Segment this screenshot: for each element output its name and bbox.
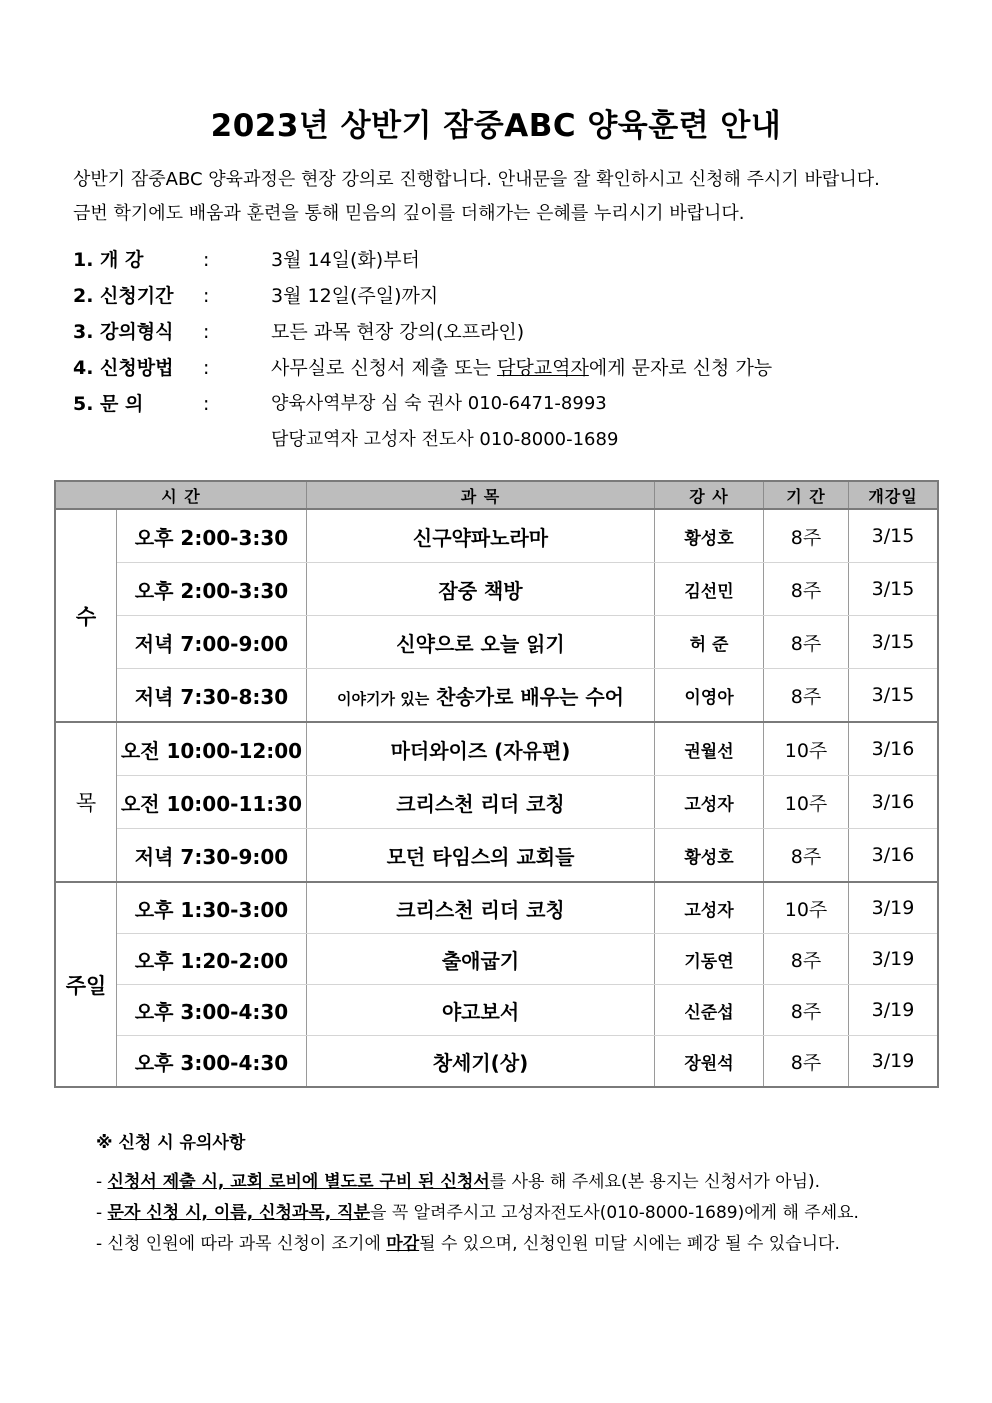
teacher-cell: 황성호 — [655, 829, 764, 883]
start-cell: 3/16 — [849, 776, 939, 829]
course-cell: 창세기(상) — [307, 1036, 655, 1088]
course-cell — [307, 669, 655, 723]
note-item — [96, 1198, 859, 1229]
course-cell: 크리스천 리더 코칭 — [307, 776, 655, 829]
start-cell: 3/19 — [849, 934, 939, 985]
info-label: 3. 강의형식 — [73, 321, 174, 343]
duration-cell: 8주 — [764, 616, 849, 669]
time-cell: 오후 1:30-3:00 — [117, 882, 307, 934]
time-cell: 오후 1:20-2:00 — [117, 934, 307, 985]
note-pre: - 신청 인원에 따라 과목 신청이 조기에 — [96, 1234, 387, 1254]
info-colon: : — [203, 285, 210, 307]
info-colon: : — [203, 357, 210, 379]
notes-heading: ※ 신청 시 유의사항 — [96, 1133, 246, 1153]
start-cell: 3/19 — [849, 882, 939, 934]
start-cell: 3/16 — [849, 722, 939, 776]
start-cell: 3/15 — [849, 509, 939, 563]
start-cell: 3/19 — [849, 985, 939, 1036]
duration-cell: 8주 — [764, 563, 849, 616]
info-value: 3월 12일(주일)까지 — [271, 285, 439, 307]
duration-cell: 8주 — [764, 829, 849, 883]
info-value: 양육사역부장 심 숙 권사 010-6471-8993 — [271, 393, 607, 414]
course-name: 찬송가로 배우는 수어 — [436, 684, 624, 709]
teacher-cell: 고성자 — [655, 776, 764, 829]
info-colon: : — [203, 393, 210, 415]
info-colon: : — [203, 249, 210, 271]
info-value: 담당교역자 고성자 전도사 010-8000-1689 — [271, 429, 619, 450]
time-cell: 저녁 7:30-9:00 — [117, 829, 307, 883]
table-row — [55, 882, 938, 934]
table-row — [55, 985, 938, 1036]
note-item — [96, 1167, 859, 1198]
table-row — [55, 934, 938, 985]
time-cell: 오후 2:00-3:30 — [117, 509, 307, 563]
notes-section — [96, 1128, 859, 1260]
teacher-cell: 황성호 — [655, 509, 764, 563]
info-label: 4. 신청방법 — [73, 357, 174, 379]
course-cell: 마더와이즈 (자유편) — [307, 722, 655, 776]
schedule-table — [54, 480, 939, 1088]
table-row — [55, 669, 938, 723]
duration-cell: 8주 — [764, 669, 849, 723]
course-cell: 출애굽기 — [307, 934, 655, 985]
info-value: 3월 14일(화)부터 — [271, 249, 420, 271]
duration-cell: 10주 — [764, 776, 849, 829]
note-emphasis: 마감 — [386, 1234, 420, 1254]
info-label: 5. 문 의 — [73, 393, 144, 415]
header-start: 개강일 — [849, 481, 939, 509]
note-post: 을 꼭 알려주시고 고성자전도사(010-8000-1689)에게 해 주세요. — [370, 1203, 859, 1223]
table-row — [55, 563, 938, 616]
info-value-post: 에게 문자로 신청 가능 — [588, 357, 773, 379]
info-value — [271, 351, 772, 385]
duration-cell: 10주 — [764, 882, 849, 934]
duration-cell: 8주 — [764, 509, 849, 563]
start-cell: 3/15 — [849, 563, 939, 616]
info-value: 모든 과목 현장 강의(오프라인) — [271, 321, 525, 343]
document-title: 2023년 상반기 잠중ABC 양육훈련 안내 — [210, 108, 782, 144]
table-row — [55, 829, 938, 883]
start-cell: 3/19 — [849, 1036, 939, 1088]
day-cell: 주일 — [55, 882, 117, 1087]
info-value-underlined: 담당교역자 — [497, 357, 589, 379]
teacher-cell: 권월선 — [655, 722, 764, 776]
table-row — [55, 509, 938, 563]
header-time: 시 간 — [55, 481, 307, 509]
info-label: 2. 신청기간 — [73, 285, 174, 307]
header-duration: 기 간 — [764, 481, 849, 509]
note-post: 될 수 있으며, 신청인원 미달 시에는 폐강 될 수 있습니다. — [419, 1234, 840, 1254]
duration-cell: 8주 — [764, 985, 849, 1036]
teacher-cell: 고성자 — [655, 882, 764, 934]
note-emphasis: 문자 신청 시, 이름, 신청과목, 직분 — [107, 1203, 370, 1223]
teacher-cell: 허 준 — [655, 616, 764, 669]
intro-text — [73, 163, 933, 231]
info-colon: : — [203, 321, 210, 343]
course-cell: 신약으로 오늘 읽기 — [307, 616, 655, 669]
course-cell: 야고보서 — [307, 985, 655, 1036]
intro-line-2: 금번 학기에도 배움과 훈련을 통해 믿음의 깊이를 더해가는 은혜를 누리시기 바랍니다. — [73, 203, 745, 224]
teacher-cell: 기동연 — [655, 934, 764, 985]
duration-cell: 8주 — [764, 1036, 849, 1088]
start-cell: 3/15 — [849, 616, 939, 669]
course-cell: 크리스천 리더 코칭 — [307, 882, 655, 934]
table-row — [55, 616, 938, 669]
note-emphasis: 신청서 제출 시, 교회 로비에 별도로 구비 된 신청서 — [107, 1172, 490, 1192]
day-cell: 수 — [55, 509, 117, 722]
start-cell: 3/15 — [849, 669, 939, 723]
header-teacher: 강 사 — [655, 481, 764, 509]
teacher-cell: 장원석 — [655, 1036, 764, 1088]
info-value-pre: 사무실로 신청서 제출 또는 — [271, 357, 498, 379]
course-cell: 신구약파노라마 — [307, 509, 655, 563]
note-item — [96, 1229, 859, 1260]
table-row — [55, 776, 938, 829]
intro-line-1: 상반기 잠중ABC 양육과정은 현장 강의로 진행합니다. 안내문을 잘 확인하시고 신청해 주시기 바랍니다. — [73, 169, 880, 190]
note-pre: - — [96, 1172, 108, 1192]
teacher-cell: 신준섭 — [655, 985, 764, 1036]
time-cell: 오전 10:00-11:30 — [117, 776, 307, 829]
teacher-cell: 이영아 — [655, 669, 764, 723]
day-cell: 목 — [55, 722, 117, 882]
time-cell: 저녁 7:30-8:30 — [117, 669, 307, 723]
info-label: 1. 개 강 — [73, 249, 144, 271]
duration-cell: 8주 — [764, 934, 849, 985]
time-cell: 오전 10:00-12:00 — [117, 722, 307, 776]
duration-cell: 10주 — [764, 722, 849, 776]
note-pre: - — [96, 1203, 108, 1223]
time-cell: 저녁 7:00-9:00 — [117, 616, 307, 669]
teacher-cell: 김선민 — [655, 563, 764, 616]
time-cell: 오후 3:00-4:30 — [117, 1036, 307, 1088]
table-header-row — [55, 481, 938, 509]
time-cell: 오후 3:00-4:30 — [117, 985, 307, 1036]
table-row — [55, 722, 938, 776]
time-cell: 오후 2:00-3:30 — [117, 563, 307, 616]
note-post: 를 사용 해 주세요(본 용지는 신청서가 아님). — [489, 1172, 821, 1192]
course-cell: 모던 타임스의 교회들 — [307, 829, 655, 883]
header-course: 과 목 — [307, 481, 655, 509]
table-row — [55, 1036, 938, 1088]
course-cell: 잠중 책방 — [307, 563, 655, 616]
course-prefix: 이야기가 있는 — [337, 689, 430, 708]
start-cell: 3/16 — [849, 829, 939, 883]
